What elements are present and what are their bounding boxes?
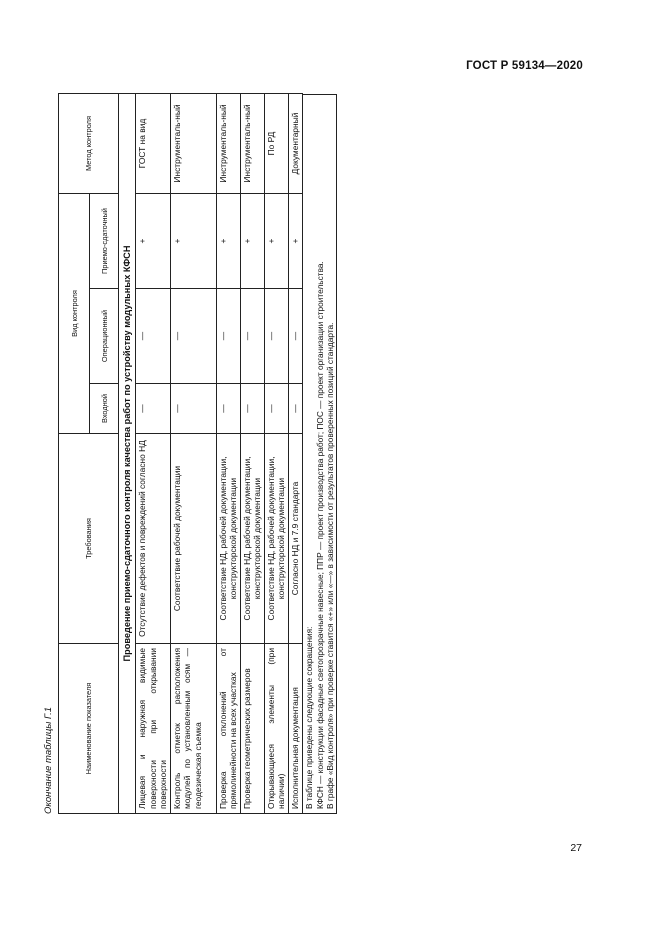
table-caption: Окончание таблицы Г.1 — [43, 706, 54, 814]
header-operational: Операционный — [90, 289, 119, 384]
row-requirement: Отсутствие дефектов и повреждений согласно НД — [136, 434, 171, 644]
row-method: Инструменталь-ный — [240, 93, 264, 193]
row-method: По РД — [264, 93, 288, 193]
row-name: Проверка отклонений от прямолинейности на всех участках — [216, 644, 240, 814]
row-operational: — — [288, 289, 302, 384]
row-incoming: — — [288, 384, 302, 434]
row-acceptance: + — [136, 193, 171, 288]
row-incoming: — — [264, 384, 288, 434]
table-notes — [303, 94, 337, 814]
header-acceptance: Приемо-сдаточный — [90, 193, 119, 288]
row-name: Открывающиеся элементы (при наличии) — [264, 644, 288, 814]
row-operational: — — [240, 289, 264, 384]
row-name: Лицевая и наружная видимые поверхности при открывании поверхности — [136, 644, 171, 814]
note-line: В таблице приведены следующие сокращения: — [304, 626, 314, 809]
row-requirement: Соответствие рабочей документации — [170, 434, 216, 644]
control-table — [58, 93, 303, 814]
header-name: Наименование показателя — [59, 644, 119, 814]
row-requirement: Согласно НД и 7.9 стандарта — [288, 434, 302, 644]
header-row — [59, 93, 90, 813]
row-acceptance: + — [216, 193, 240, 288]
row-name: Контроль отметок расположения модулей по установленным осям — геодезическая съемка — [170, 644, 216, 814]
row-method: Документарный — [288, 93, 302, 193]
table-row — [264, 93, 288, 813]
row-incoming: — — [136, 384, 171, 434]
row-acceptance: + — [240, 193, 264, 288]
page-number: 27 — [570, 842, 582, 854]
note-line: В графе «Вид контроля» при проверке ставится «+» или «—» в зависимости от результатов проверенных позиций стандарта. — [325, 322, 335, 809]
row-operational: — — [264, 289, 288, 384]
row-name: Исполнительная документация — [288, 644, 302, 814]
row-operational: — — [136, 289, 171, 384]
table-row — [240, 93, 264, 813]
section-row — [119, 93, 136, 813]
row-requirement: Соответствие НД, рабочей документации, конструкторской документации — [240, 434, 264, 644]
row-incoming: — — [170, 384, 216, 434]
row-method: Инструменталь-ный — [216, 93, 240, 193]
row-requirement: Соответствие НД, рабочей документации, конструкторской документации — [216, 434, 240, 644]
rotated-table-frame — [42, 94, 382, 814]
row-method: ГОСТ на вид — [136, 93, 171, 193]
standard-code: ГОСТ Р 59134—2020 — [466, 60, 583, 72]
row-acceptance: + — [288, 193, 302, 288]
row-name: Проверка геометрических размеров — [240, 644, 264, 814]
row-operational: — — [216, 289, 240, 384]
table-row — [136, 93, 171, 813]
row-incoming: — — [240, 384, 264, 434]
header-requirements: Требования — [59, 434, 119, 644]
table-row — [170, 93, 216, 813]
note-line: КФСН — конструкции фасадные светопрозрачные навесные; ППР — проект производства работ; ПОС — проект организации строительства. — [314, 261, 325, 809]
section-title: Проведение приемо-сдаточного контроля качества работ по устройству модульных КФСН — [119, 93, 136, 813]
table-row — [288, 93, 302, 813]
row-requirement: Соответствие НД, рабочей документации, конструкторской документации — [264, 434, 288, 644]
row-acceptance: + — [170, 193, 216, 288]
header-control-type: Вид контроля — [59, 193, 90, 433]
row-acceptance: + — [264, 193, 288, 288]
header-incoming: Входной — [90, 384, 119, 434]
header-method: Метод контроля — [59, 93, 119, 193]
row-method: Инструменталь-ный — [170, 93, 216, 193]
row-incoming: — — [216, 384, 240, 434]
row-operational: — — [170, 289, 216, 384]
table-row — [216, 93, 240, 813]
